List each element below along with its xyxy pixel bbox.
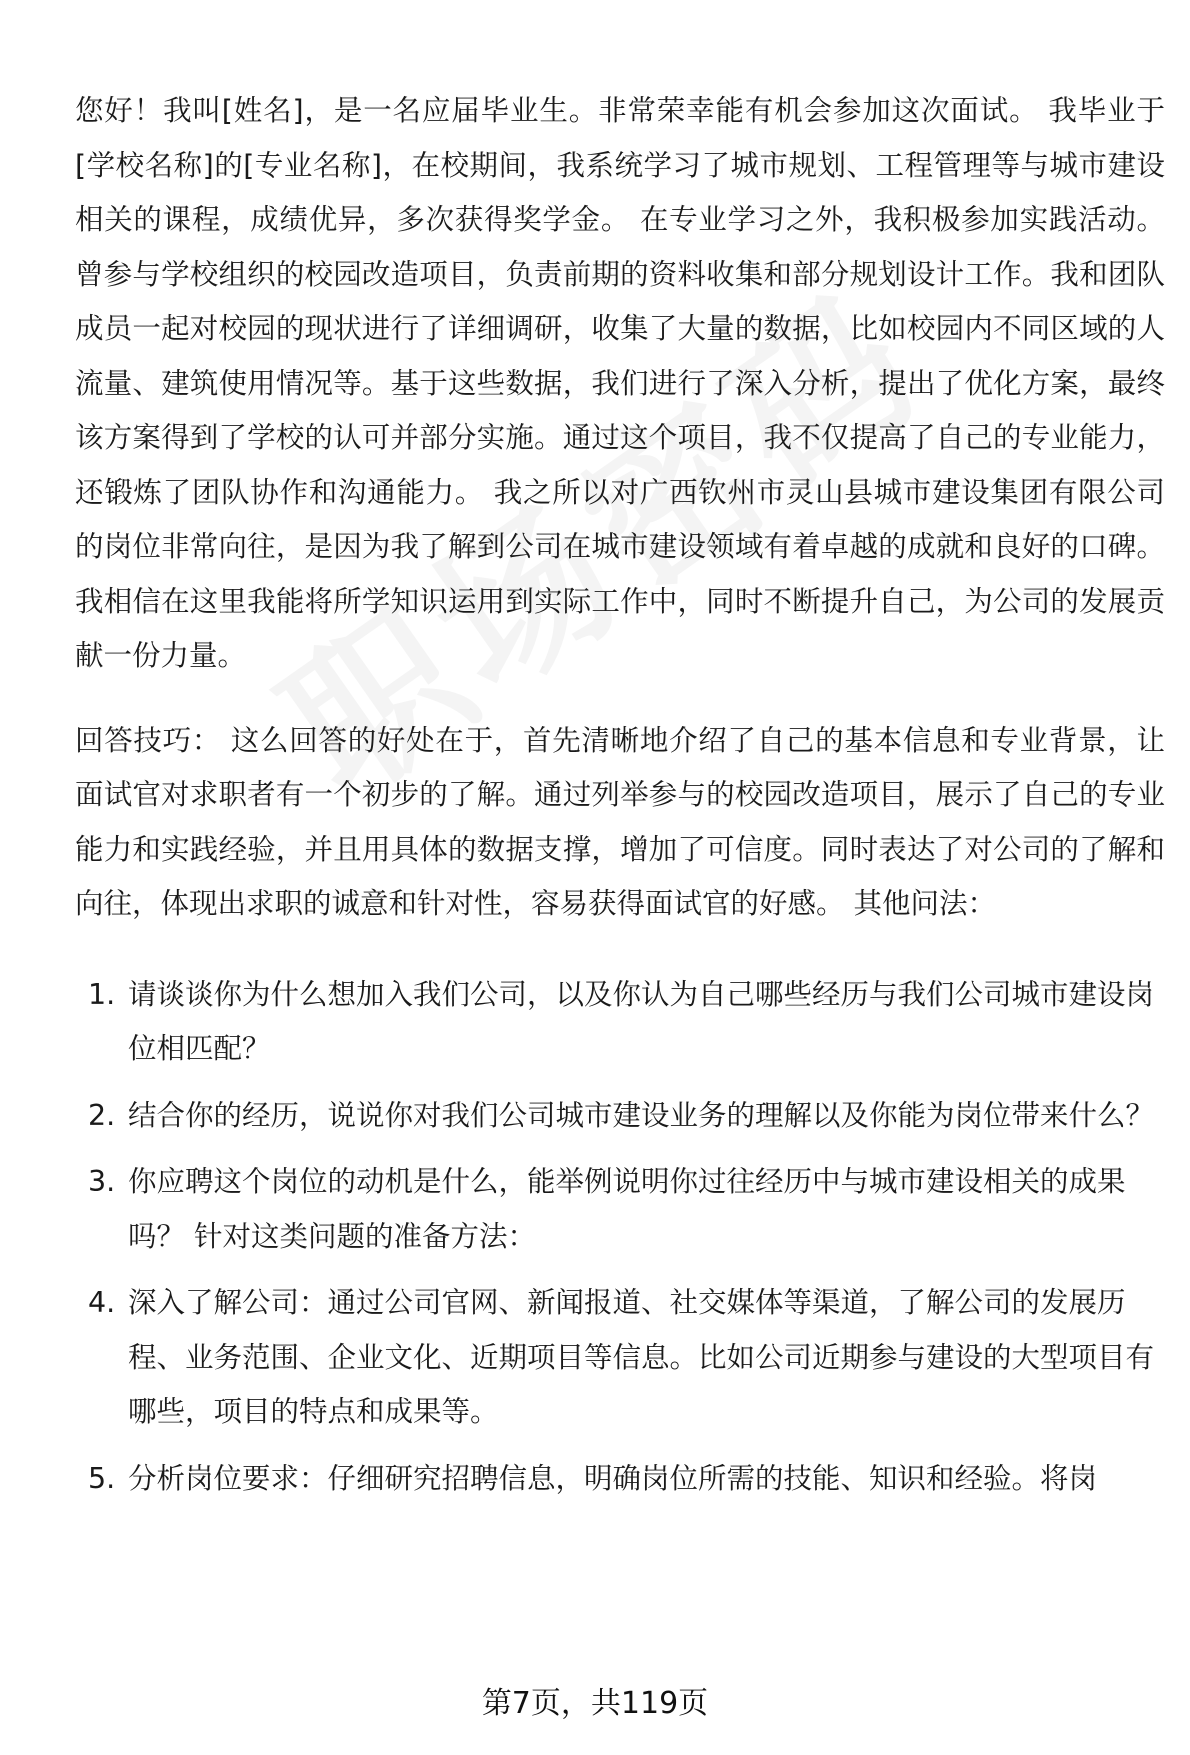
- list-item-number: 4.: [88, 1286, 116, 1319]
- list-item: [75, 1155, 1165, 1264]
- list-item: [75, 1276, 1165, 1440]
- list-item: [75, 968, 1165, 1077]
- intro-paragraph: 您好！我叫[姓名]，是一名应届毕业生。非常荣幸能有机会参加这次面试。 我毕业于[学校名称]的[专业名称]，在校期间，我系统学习了城市规划、工程管理等与城市建设相关的课程，成绩优异，多次获得奖学金。 在专业学习之外，我积极参加实践活动。曾参与学校组织的校园改造项目，负责前期的资料收集和部分规划设计工作。我和团队成员一起对校园的现状进行了详细调研，收集了大量的数据，比如校园内不同区域的人流量、建筑使用情况等。基于这些数据，我们进行了深入分析，提出了优化方案，最终该方案得到了学校的认可并部分实施。通过这个项目，我不仅提高了自己的专业能力，还锻炼了团队协作和沟通能力。 我之所以对广西钦州市灵山县城市建设集团有限公司的岗位非常向往，是因为我了解到公司在城市建设领域有着卓越的成就和良好的口碑。我相信在这里我能将所学知识运用到实际工作中，同时不断提升自己，为公司的发展贡献一份力量。: [75, 94, 1165, 672]
- list-item-text: 结合你的经历，说说你对我们公司城市建设业务的理解以及你能为岗位带来什么？: [128, 1098, 1155, 1132]
- list-item-text: 请谈谈你为什么想加入我们公司，以及你认为自己哪些经历与我们公司城市建设岗位相匹配？: [128, 977, 1155, 1065]
- list-item: [75, 1452, 1165, 1507]
- document-body: [75, 84, 1165, 1518]
- page-number: 第7页，共119页: [481, 1686, 709, 1721]
- tips-paragraph: 回答技巧： 这么回答的好处在于，首先清晰地介绍了自己的基本信息和专业背景，让面试官对求职者有一个初步的了解。通过列举参与的校园改造项目，展示了自己的专业能力和实践经验，并且用具体的数据支撑，增加了可信度。同时表达了对公司的了解和向往，体现出求职的诚意和针对性，容易获得面试官的好感。 其他问法：: [75, 723, 1165, 920]
- list-item-text: 分析岗位要求：仔细研究招聘信息，明确岗位所需的技能、知识和经验。将岗: [128, 1461, 1098, 1495]
- list-item-text: 你应聘这个岗位的动机是什么，能举例说明你过往经历中与城市建设相关的成果吗？ 针对这类问题的准备方法：: [128, 1165, 1126, 1253]
- list-item-text: 深入了解公司：通过公司官网、新闻报道、社交媒体等渠道，了解公司的发展历程、业务范围、企业文化、近期项目等信息。比如公司近期参与建设的大型项目有哪些，项目的特点和成果等。: [128, 1286, 1155, 1428]
- list-item-number: 1.: [88, 977, 116, 1011]
- list-item-number: 2.: [88, 1098, 116, 1132]
- question-list: [75, 968, 1165, 1507]
- list-item-number: 3.: [88, 1165, 116, 1198]
- list-item: [75, 1089, 1165, 1144]
- list-item-number: 5.: [88, 1461, 116, 1495]
